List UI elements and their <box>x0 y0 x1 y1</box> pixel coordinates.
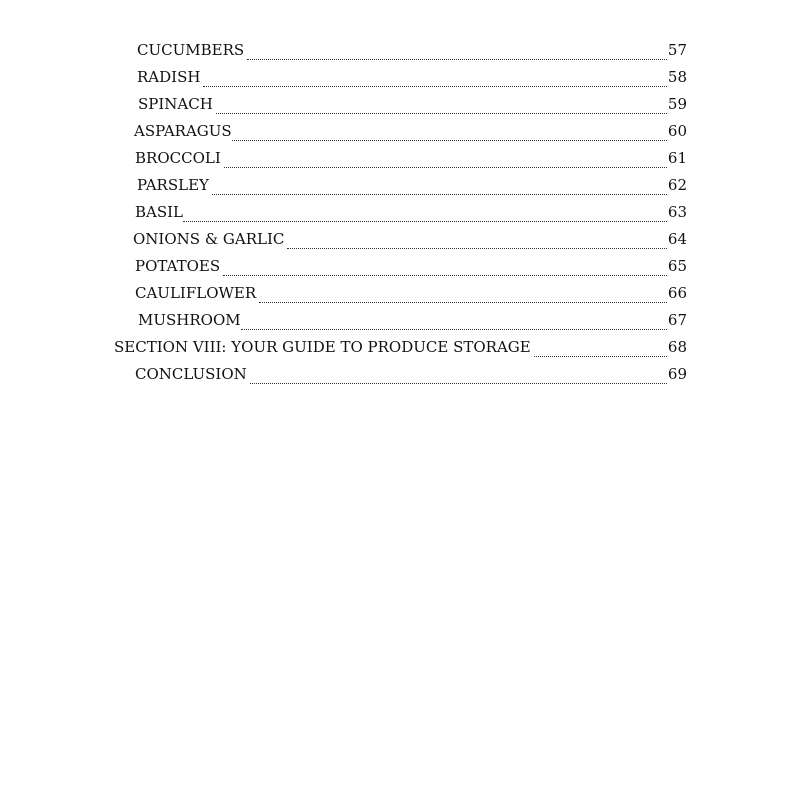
dot-leader <box>250 382 667 384</box>
toc-title: BASIL <box>135 203 184 221</box>
toc-title: RADISH <box>137 68 201 86</box>
dot-leader <box>287 247 667 249</box>
dot-leader <box>534 355 667 357</box>
toc-entry-mushroom[interactable] <box>138 307 687 334</box>
toc-title: CONCLUSION <box>135 365 247 383</box>
toc-title: POTATOES <box>135 257 221 275</box>
toc-entry-spinach[interactable] <box>138 91 687 118</box>
toc-page-number: 58 <box>667 68 687 86</box>
toc-entry-cauliflower[interactable] <box>135 280 687 307</box>
toc-entry-parsley[interactable] <box>137 172 687 199</box>
toc-entry-broccoli[interactable] <box>135 145 687 172</box>
toc-page-number: 61 <box>667 149 687 167</box>
toc-title: SPINACH <box>138 95 213 113</box>
toc-page-number: 62 <box>667 176 687 194</box>
toc-entry-basil[interactable] <box>135 199 687 226</box>
toc-entry-onions-garlic[interactable] <box>133 226 687 253</box>
dot-leader <box>232 139 667 141</box>
dot-leader <box>259 301 667 303</box>
dot-leader <box>241 328 667 330</box>
toc-page-number: 63 <box>667 203 687 221</box>
toc-page-number: 60 <box>667 122 687 140</box>
table-of-contents <box>0 37 800 388</box>
toc-entry-potatoes[interactable] <box>135 253 687 280</box>
dot-leader <box>203 85 666 87</box>
dot-leader <box>183 220 667 222</box>
dot-leader <box>224 166 667 168</box>
toc-page-number: 67 <box>667 311 687 329</box>
toc-page-number: 65 <box>667 257 687 275</box>
dot-leader <box>223 274 667 276</box>
toc-page-number: 68 <box>667 338 687 356</box>
toc-entry-asparagus[interactable] <box>134 118 687 145</box>
dot-leader <box>216 112 667 114</box>
toc-title: CUCUMBERS <box>137 41 245 59</box>
toc-title: BROCCOLI <box>135 149 221 167</box>
toc-entry-conclusion[interactable] <box>135 361 687 388</box>
toc-page-number: 66 <box>667 284 687 302</box>
toc-title: ONIONS & GARLIC <box>133 230 285 248</box>
toc-title: ASPARAGUS <box>134 122 232 140</box>
dot-leader <box>247 58 667 60</box>
dot-leader <box>212 193 667 195</box>
toc-title: CAULIFLOWER <box>135 284 257 302</box>
toc-title: MUSHROOM <box>138 311 241 329</box>
toc-page-number: 64 <box>667 230 687 248</box>
toc-entry-radish[interactable] <box>137 64 687 91</box>
toc-page-number: 57 <box>667 41 687 59</box>
toc-page-number: 69 <box>667 365 687 383</box>
toc-entry-section-viii[interactable] <box>114 334 687 361</box>
toc-entry-cucumbers[interactable] <box>137 37 687 64</box>
toc-title: SECTION VIII: YOUR GUIDE TO PRODUCE STORAGE <box>114 338 531 356</box>
toc-title: PARSLEY <box>137 176 209 194</box>
toc-page-number: 59 <box>667 95 687 113</box>
